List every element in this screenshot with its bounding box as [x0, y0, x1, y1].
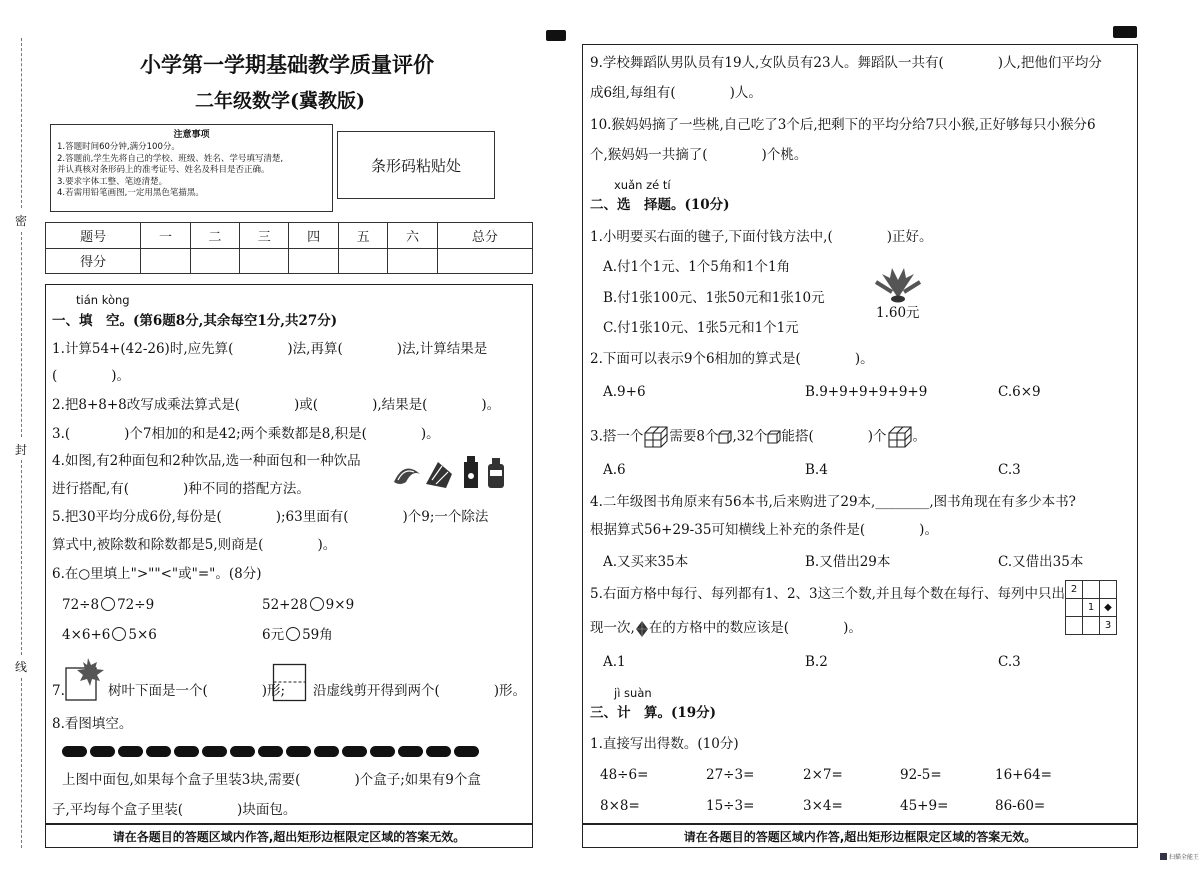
- c2-option: A.9+6: [603, 384, 646, 400]
- c3-part: 需要8个: [669, 428, 719, 445]
- compare-left: 52+28: [262, 597, 308, 613]
- section3-pinyin: jì suàn: [614, 686, 652, 700]
- score-header: 五: [338, 223, 387, 249]
- compare-circle[interactable]: [286, 627, 300, 641]
- binding-char-feng: 封: [15, 443, 28, 457]
- c5-option: B.2: [805, 654, 828, 670]
- grid-cell: [1083, 581, 1100, 599]
- scanner-watermark: [1160, 852, 1199, 861]
- calc-item: 8×8=: [600, 798, 640, 814]
- bread-loaf-icon: [398, 746, 423, 757]
- score-cell[interactable]: [240, 248, 289, 274]
- compare-right: 59角: [302, 627, 333, 643]
- calc-item: 86-60=: [995, 798, 1046, 814]
- notice-item: 1.答题时间60分钟,满分100分。: [57, 142, 180, 152]
- q1-text: 1.计算54+(42-26)时,应先算( )法,再算( )法,计算结果是: [52, 341, 488, 357]
- score-table: [45, 222, 533, 274]
- score-cell[interactable]: [338, 248, 387, 274]
- score-header: 四: [289, 223, 338, 249]
- maple-leaf-icon: [77, 658, 104, 686]
- q4-text: 4.如图,有2种面包和2种饮品,选一种面包和一种饮品: [52, 453, 361, 469]
- q10-text: 10.猴妈妈摘了一些桃,自己吃了3个后,把剩下的平均分给7只小猴,正好够每只小猴分6: [590, 117, 1096, 133]
- bread-loaf-icon: [286, 746, 311, 757]
- left-footer-note: 请在各题目的答题区域内作答,超出矩形边框限定区域的答案无效。: [112, 830, 466, 844]
- drink-carton-icon: [464, 456, 478, 488]
- c4-option: A.又买来35本: [603, 554, 689, 570]
- calc-item: 15÷3=: [706, 798, 755, 814]
- leaf-square-figure: [64, 656, 108, 702]
- number-grid: [1065, 580, 1117, 635]
- grid-cell: 2: [1066, 581, 1083, 599]
- bread-loaf-icon: [174, 746, 199, 757]
- q1-text: ( )。: [52, 368, 131, 384]
- score-header: 三: [240, 223, 289, 249]
- score-cell[interactable]: [141, 248, 190, 274]
- compare-right: 5×6: [128, 627, 157, 643]
- calc-item: 48÷6=: [600, 767, 649, 783]
- score-cell[interactable]: [289, 248, 338, 274]
- c2-option: C.6×9: [998, 384, 1041, 400]
- c2-option: B.9+9+9+9+9+9: [805, 384, 928, 400]
- notice-item: 并认真核对条形码上的准考证号、姓名及科目是否正确。: [57, 165, 270, 175]
- compare-left: 6元: [262, 627, 285, 643]
- watermark-text: 扫描全能王: [1168, 854, 1199, 861]
- c4-option: B.又借出29本: [805, 554, 891, 570]
- bread-loaf-icon: [202, 746, 227, 757]
- bread-loaf-icon: [62, 746, 87, 757]
- binding-line: [21, 38, 22, 208]
- score-cell[interactable]: [190, 248, 239, 274]
- scanner-logo-icon: [1160, 853, 1167, 860]
- q9-text: 9.学校舞蹈队男队员有19人,女队员有23人。舞蹈队一共有( )人,把他们平均分: [590, 55, 1102, 71]
- notice-item: 2.答题前,学生先将自己的学校、班级、姓名、学号填写清楚,: [57, 153, 284, 164]
- diamond-icon: [635, 620, 649, 638]
- binding-char-xian: 线: [15, 660, 28, 674]
- grid-cell: 1: [1083, 599, 1100, 617]
- calc-item: 16+64=: [995, 767, 1052, 783]
- q8-text: 上图中面包,如果每个盒子里装3块,需要( )个盒子;如果有9个盒: [62, 772, 481, 788]
- c5-part: 在的方格中的数应该是( )。: [648, 620, 862, 636]
- q5-text: 5.把30平均分成6份,每份是( );63里面有( )个9;一个除法: [52, 509, 489, 525]
- alignment-mark: [546, 30, 566, 41]
- c5-option: C.3: [998, 654, 1021, 670]
- right-footer-note: 请在各题目的答题区域内作答,超出矩形边框限定区域的答案无效。: [683, 830, 1037, 844]
- drink-bottle-icon: [488, 458, 504, 488]
- score-header: 一: [141, 223, 190, 249]
- calc-item: 3×4=: [803, 798, 843, 814]
- c5-part: 现一次,: [590, 620, 635, 636]
- notice-item: 4.若需用铅笔画图,一定用黑色笔描黑。: [57, 188, 204, 198]
- calc-item: 92-5=: [900, 767, 942, 783]
- c3-option: A.6: [603, 462, 626, 478]
- compare-left: 72÷8: [62, 597, 100, 613]
- bread-loaf-icon: [314, 746, 339, 757]
- c5-text: [590, 619, 862, 638]
- grid-cell: [1066, 599, 1083, 617]
- c1-option: A.付1个1元、1个5角和1个1角: [603, 259, 791, 275]
- bread-loaf-icon: [342, 746, 367, 757]
- c3-part: ,32个: [732, 428, 768, 445]
- notice-title: 注意事项: [173, 130, 210, 140]
- score-cell[interactable]: [437, 248, 532, 274]
- compare-circle[interactable]: [112, 627, 126, 641]
- binding-char-mi: 密: [15, 214, 28, 228]
- compare-right: 72÷9: [117, 597, 155, 613]
- c1-option: B.付1张100元、1张50元和1张10元: [603, 290, 825, 306]
- c5-text: 5.右面方格中每行、每列都有1、2、3这三个数,并且每个数在每行、每列中只出: [590, 586, 1065, 602]
- q8-text: 8.看图填空。: [52, 716, 133, 732]
- c3-option: B.4: [805, 462, 828, 478]
- section2-pinyin: xuǎn zé tí: [614, 178, 671, 192]
- section1-title: 一、填 空。(第6题8分,其余每空1分,共27分): [52, 313, 338, 329]
- compare-left: 4×6+6: [62, 627, 111, 643]
- compare-right: 9×9: [325, 597, 355, 613]
- compare-circle[interactable]: [310, 597, 324, 611]
- c4-text: 根据算式56+29-35可知横线上补充的条件是( )。: [590, 522, 938, 538]
- alignment-mark: [1113, 26, 1137, 38]
- calc-item: 45+9=: [900, 798, 949, 814]
- c1-price: 1.60元: [876, 305, 920, 321]
- score-row-label: 得分: [46, 248, 141, 274]
- q7-text: 沿虚线剪开得到两个( )形。: [313, 683, 527, 699]
- q8-text: 子,平均每个盒子里装( )块面包。: [52, 802, 297, 818]
- binding-line: [21, 232, 22, 437]
- bread-loaf-icon: [426, 746, 451, 757]
- q6-compare-item: [62, 596, 154, 614]
- q5-text: 算式中,被除数和除数都是5,则商是( )。: [52, 537, 337, 553]
- q6-text: 6.在○里填上">""<"或"="。(8分): [52, 566, 262, 582]
- q9-text: 成6组,每组有( )人。: [590, 85, 762, 101]
- q10-text: 个,猴妈妈一共摘了( )个桃。: [590, 147, 808, 163]
- c4-option: C.又借出35本: [998, 554, 1084, 570]
- big-cube-icon: [887, 425, 913, 449]
- q3-text: 3.( )个7相加的和是42;两个乘数都是8,积是( )。: [52, 426, 440, 442]
- score-header: 六: [388, 223, 437, 249]
- q6-compare-item: [62, 626, 157, 644]
- score-header: 题号: [46, 223, 141, 249]
- binding-line: [21, 678, 22, 848]
- dashed-rectangle-figure: [272, 663, 308, 703]
- grid-cell: 3: [1100, 617, 1117, 635]
- k1-text: 1.直接写出得数。(10分): [590, 736, 739, 752]
- grid-cell-diamond: ◆: [1100, 599, 1117, 617]
- c3-option: C.3: [998, 462, 1021, 478]
- section2-title: 二、选 择题。(10分): [590, 197, 730, 213]
- binding-line: [21, 460, 22, 655]
- grid-cell: [1083, 617, 1100, 635]
- c1-text: 1.小明要买右面的毽子,下面付钱方法中,( )正好。: [590, 229, 933, 245]
- compare-circle[interactable]: [101, 597, 115, 611]
- c3-part: 。: [912, 428, 927, 445]
- c3-part: 能搭( )个: [781, 428, 887, 445]
- score-header: 二: [190, 223, 239, 249]
- small-cube-icon: [767, 430, 781, 444]
- bread-loaf-icon: [118, 746, 143, 757]
- calc-item: 27÷3=: [706, 767, 755, 783]
- q7-text: 树叶下面是一个( )形;: [108, 683, 286, 699]
- q6-compare-item: [262, 596, 354, 614]
- c4-text: 4.二年级图书角原来有56本书,后来购进了29本,________,图书角现在有多少本书?: [590, 494, 1076, 510]
- bread-loaf-icon: [230, 746, 255, 757]
- c5-option: A.1: [603, 654, 626, 670]
- c2-text: 2.下面可以表示9个6相加的算式是( )。: [590, 351, 874, 367]
- bread-loaf-icon: [90, 746, 115, 757]
- c3-text: [590, 425, 926, 449]
- q6-compare-item: [262, 626, 333, 644]
- barcode-area: [337, 131, 495, 199]
- notice-item: 3.要求字体工整、笔迹清楚。: [57, 176, 168, 187]
- bread-loaf-icon: [370, 746, 395, 757]
- left-answer-frame: [45, 284, 533, 824]
- bread-loaf-icon: [454, 746, 479, 757]
- score-header: 总分: [437, 223, 532, 249]
- q4-text: 进行搭配,有( )种不同的搭配方法。: [52, 481, 310, 497]
- page-title: 小学第一学期基础教学质量评价: [140, 52, 434, 77]
- shuttlecock-icon: [872, 266, 924, 304]
- section1-pinyin: tián kòng: [76, 293, 130, 307]
- grid-cell: [1066, 617, 1083, 635]
- bread-loaf-icon: [146, 746, 171, 757]
- section3-title: 三、计 算。(19分): [590, 705, 717, 721]
- q2-text: 2.把8+8+8改写成乘法算式是( )或( ),结果是( )。: [52, 397, 501, 413]
- q7-number: 7.: [52, 683, 65, 699]
- small-cube-icon: [718, 430, 732, 444]
- croissant-icon: [394, 469, 420, 484]
- barcode-label: 条形码粘贴处: [370, 156, 461, 175]
- page-subtitle: 二年级数学(冀教版): [195, 90, 365, 112]
- c3-part: 3.搭一个: [590, 428, 644, 445]
- notice-box: [50, 124, 333, 212]
- score-cell[interactable]: [388, 248, 437, 274]
- big-cube-icon: [643, 425, 669, 449]
- grid-cell: [1100, 581, 1117, 599]
- c1-option: C.付1张10元、1张5元和1个1元: [603, 320, 799, 336]
- bread-loaf-icon: [258, 746, 283, 757]
- cake-icon: [426, 462, 452, 488]
- bread-drinks-illustration: [390, 452, 520, 494]
- calc-item: 2×7=: [803, 767, 843, 783]
